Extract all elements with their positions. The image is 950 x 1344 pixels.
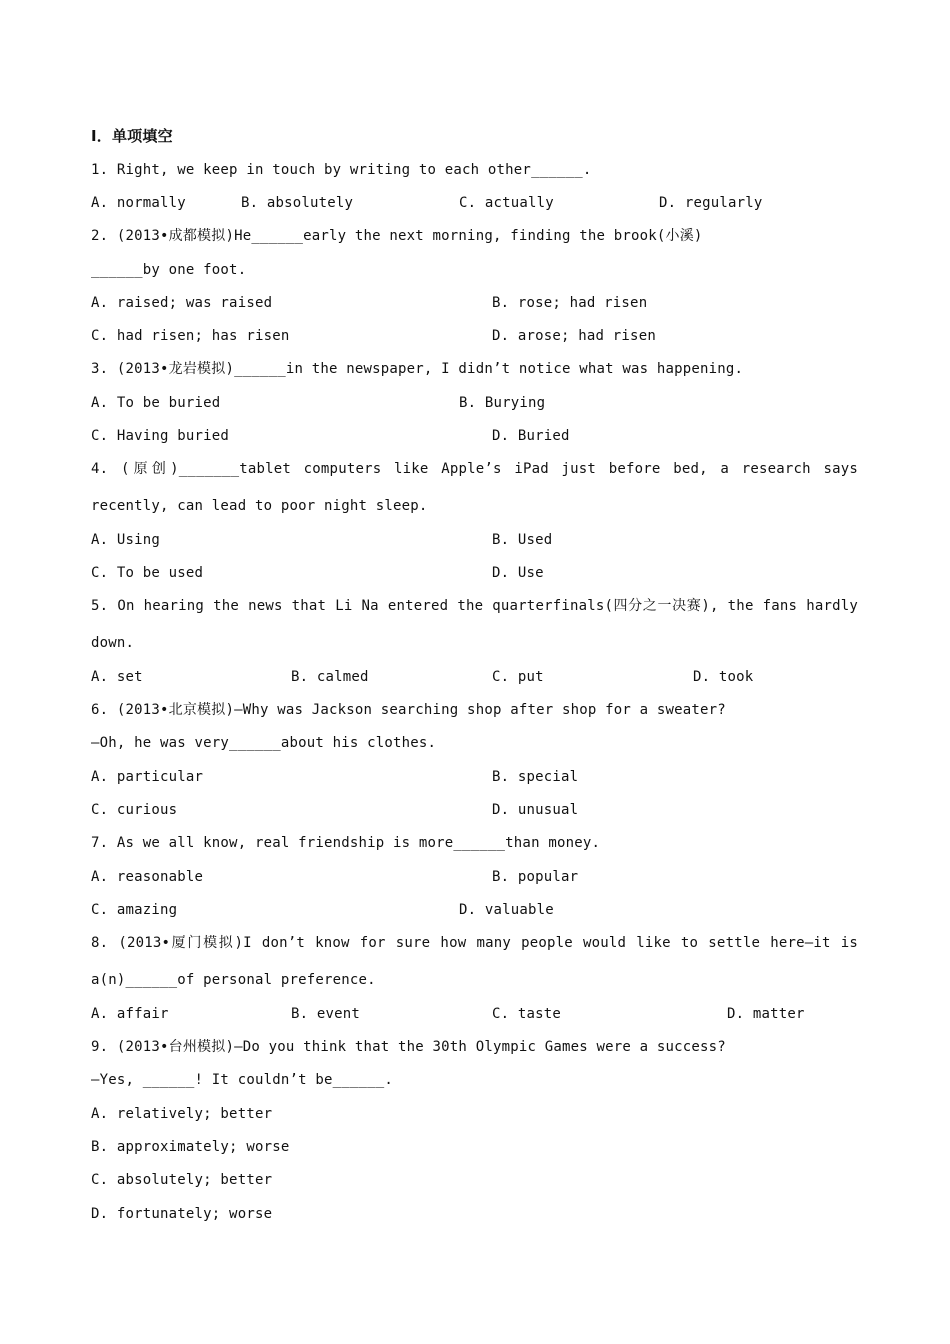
question-2: 2. (2013•成都模拟)He______early the next morning, finding the brook(小溪) (91, 228, 703, 244)
question-7: 7. As we all know, real friendship is more______than money. (91, 835, 601, 851)
question-1: 1. Right, we keep in touch by writing to each other______. (91, 162, 592, 178)
q7-option-b: B. popular (492, 869, 579, 885)
q8-option-d: D. matter (727, 1006, 805, 1022)
q6-option-a: A. particular (91, 769, 204, 785)
q5-option-b: B. calmed (291, 669, 369, 685)
q1-option-b: B. absolutely (241, 195, 354, 211)
q5-option-c: C. put (492, 669, 544, 685)
q5-option-a: A. set (91, 669, 143, 685)
question-6: 6. (2013•北京模拟)—Why was Jackson searching shop after shop for a sweater? (91, 702, 726, 718)
q2-option-a: A. raised; was raised (91, 295, 273, 311)
q9-option-a: A. relatively; better (91, 1106, 273, 1122)
question-5-continued: down. (91, 635, 135, 651)
q9-option-d: D. fortunately; worse (91, 1206, 273, 1222)
question-9: 9. (2013•台州模拟)—Do you think that the 30th Olympic Games were a success? (91, 1039, 726, 1055)
q8-option-a: A. affair (91, 1006, 169, 1022)
q9-option-c: C. absolutely; better (91, 1172, 273, 1188)
q1-option-d: D. regularly (659, 195, 763, 211)
question-5: 5. On hearing the news that Li Na entered the quarterfinals(四分之一决赛), the fans hardly (91, 598, 858, 614)
question-2-continued: ______by one foot. (91, 262, 247, 278)
q8-option-b: B. event (291, 1006, 361, 1022)
q6-option-b: B. special (492, 769, 579, 785)
q7-option-c: C. amazing (91, 902, 178, 918)
q2-option-b: B. rose; had risen (492, 295, 648, 311)
q1-option-c: C. actually (459, 195, 554, 211)
q2-option-d: D. arose; had risen (492, 328, 656, 344)
question-8-continued: a(n)______of personal preference. (91, 972, 376, 988)
q3-option-a: A. To be buried (91, 395, 221, 411)
question-4-continued: recently, can lead to poor night sleep. (91, 498, 428, 514)
section-title: Ⅰ．单项填空 (91, 127, 173, 145)
q3-option-c: C. Having buried (91, 428, 230, 444)
q3-option-b: B. Burying (459, 395, 546, 411)
question-6-continued: —Oh, he was very______about his clothes. (91, 735, 437, 751)
q9-option-b: B. approximately; worse (91, 1139, 290, 1155)
q5-option-d: D. took (693, 669, 754, 685)
question-3: 3. (2013•龙岩模拟)______in the newspaper, I didn’t notice what was happening. (91, 361, 744, 377)
question-8: 8. (2013•厦门模拟)I don’t know for sure how many people would like to settle here—it is (91, 935, 858, 951)
q2-option-c: C. had risen; has risen (91, 328, 290, 344)
q6-option-c: C. curious (91, 802, 178, 818)
q4-option-a: A. Using (91, 532, 161, 548)
q4-option-b: B. Used (492, 532, 553, 548)
q6-option-d: D. unusual (492, 802, 579, 818)
q4-option-d: D. Use (492, 565, 544, 581)
q4-option-c: C. To be used (91, 565, 204, 581)
q3-option-d: D. Buried (492, 428, 570, 444)
q7-option-a: A. reasonable (91, 869, 204, 885)
question-9-continued: —Yes, ______! It couldn’t be______. (91, 1072, 394, 1088)
q1-option-a: A. normally (91, 195, 186, 211)
q7-option-d: D. valuable (459, 902, 554, 918)
question-4: 4. (原创)_______tablet computers like Apple’s iPad just before bed, a research says (91, 461, 858, 477)
q8-option-c: C. taste (492, 1006, 562, 1022)
